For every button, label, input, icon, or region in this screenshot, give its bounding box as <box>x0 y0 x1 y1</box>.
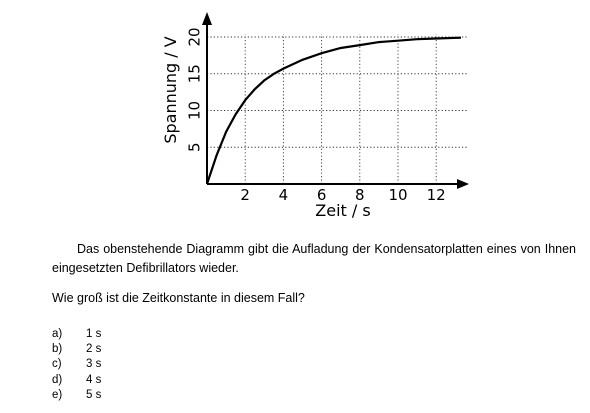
y-tick-label: 15 <box>185 64 204 84</box>
y-tick-label: 5 <box>185 142 204 153</box>
x-tick-label: 10 <box>388 186 408 204</box>
y-tick-label: 20 <box>185 27 204 47</box>
answer-value: 1 s <box>86 328 102 340</box>
answer-option-b[interactable] <box>52 342 101 357</box>
answer-letter: b) <box>52 343 63 356</box>
answer-letter: d) <box>52 373 63 386</box>
answer-letter: c) <box>52 358 62 371</box>
y-axis-arrow <box>202 12 212 25</box>
x-axis-arrow <box>457 179 469 189</box>
x-tick-label: 8 <box>355 186 365 204</box>
answer-option-e[interactable] <box>52 388 101 403</box>
answer-value: 5 s <box>86 388 102 401</box>
grid-lines <box>207 34 467 184</box>
question-text: Wie groß ist die Zeitkonstante in diesem Fall? <box>52 291 305 305</box>
answer-value: 3 s <box>86 358 102 371</box>
description-paragraph: Das obenstehende Diagramm gibt die Aufladung der Kondensatorplatten eines von Ihnen eingesetzten Defibrillators wieder. <box>52 242 576 275</box>
y-axis-label: Spannung / V <box>161 36 180 144</box>
answer-list <box>52 327 101 403</box>
answer-option-c[interactable] <box>52 357 101 372</box>
y-tick-labels <box>186 27 204 152</box>
x-axis-label: Zeit / s <box>315 201 371 220</box>
x-tick-label: 4 <box>278 186 289 204</box>
x-tick-label: 2 <box>240 186 250 204</box>
answer-letter: e) <box>52 388 63 401</box>
answer-letter: a) <box>52 328 63 340</box>
x-tick-label: 6 <box>316 186 327 204</box>
answer-value: 4 s <box>86 373 102 386</box>
answer-option-d[interactable] <box>52 373 101 388</box>
answer-value: 2 s <box>86 343 102 356</box>
x-tick-label: 12 <box>426 186 446 204</box>
answer-option-a[interactable] <box>52 327 101 342</box>
y-tick-label: 10 <box>185 100 204 121</box>
